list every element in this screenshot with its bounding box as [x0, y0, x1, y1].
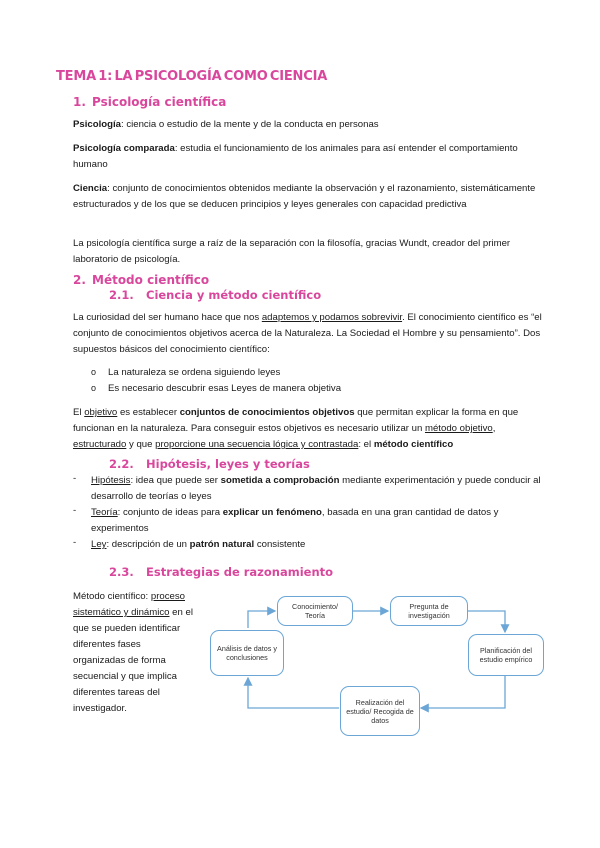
node-planificacion-estudio: Planificación del estudio empírico [468, 634, 544, 676]
section-1-num: 1. [73, 95, 86, 109]
term: Ciencia [73, 183, 108, 194]
arrow-planificacion-to-realizacion [421, 676, 505, 708]
node-conocimiento-teoria: Conocimiento/ Teoría [277, 596, 353, 626]
definition-text: : ciencia o estudio de la mente y de la conducta en personas [120, 119, 379, 130]
bullet-item-2: Es necesario descubrir esas Leyes de manera objetiva [108, 383, 342, 394]
definition-psicologia-comparada [73, 141, 551, 173]
section-2-heading: Método científico [92, 273, 210, 287]
dash-marker: - [73, 473, 77, 484]
document-title: TEMA 1: LA PSICOLOGÍA COMO CIENCIA [56, 69, 328, 84]
definition-psicologia [73, 117, 551, 133]
method-description [73, 589, 193, 717]
text: : descripción de un [106, 539, 190, 550]
underlined-text: método objetivo [424, 423, 493, 434]
origin-paragraph: La psicología científica surge a raíz de la separación con la filosofía, gracias Wundt, creador del primer laboratorio de psicología. [73, 238, 511, 265]
bold-text: explicar un fenómeno [222, 507, 322, 518]
text: La curiosidad del ser humano hace que nos [73, 312, 262, 323]
text: Método científico: [73, 591, 151, 602]
text: en el que se pueden identificar diferentes fases organizadas de forma secuencial y que implica diferentes tareas del investigador. [73, 607, 193, 714]
bold-text: conjuntos de conocimientos objetivos [179, 407, 355, 418]
underlined-text: proceso sistemático y dinámico [73, 591, 185, 618]
underlined-term: Ley [91, 539, 107, 550]
definition-ciencia [73, 181, 551, 213]
text: , basada en una gran cantidad de datos y experimentos [91, 507, 499, 534]
subsection-2-2-heading: Hipótesis, leyes y teorías [146, 457, 310, 471]
subsection-2-1-num: 2.1. [109, 288, 134, 302]
node-analisis-datos: Análisis de datos y conclusiones [210, 630, 284, 676]
text: : el [358, 439, 374, 450]
text: : idea que puede ser [130, 475, 221, 486]
arrow-realizacion-to-analisis [248, 678, 339, 708]
text: consistente [254, 539, 306, 550]
curiosity-paragraph [73, 310, 551, 358]
underlined-text: proporcione una secuencia lógica y contrastada [155, 439, 359, 450]
text: : conjunto de ideas para [117, 507, 223, 518]
underlined-text: objetivo [84, 407, 118, 418]
section-2-num: 2. [73, 273, 86, 287]
node-pregunta-investigacion: Pregunta de investigación [390, 596, 468, 626]
text: que permitan explicar la forma en que funcionan en la naturaleza. Para conseguir estos objetivos es necesario utilizar un [73, 407, 519, 434]
underlined-term: Teoría [91, 507, 118, 518]
underlined-text: estructurado [73, 439, 127, 450]
underlined-term: Hipótesis [91, 475, 131, 486]
subsection-2-1-heading: Ciencia y método científico [146, 288, 322, 302]
text: es establecer [117, 407, 180, 418]
text: y que [126, 439, 156, 450]
hipotesis-item [91, 473, 551, 505]
bullet-marker: o [91, 367, 97, 377]
bold-text: patrón natural [189, 539, 255, 550]
text: , [492, 423, 496, 434]
dash-marker: - [73, 505, 77, 516]
bullet-item-1: La naturaleza se ordena siguiendo leyes [108, 367, 281, 378]
objective-paragraph [73, 405, 551, 453]
node-realizacion-estudio: Realización del estudio/ Recogida de datos [340, 686, 420, 736]
section-1-heading: Psicología científica [92, 95, 227, 109]
text: . El conocimiento científico es “el conjunto de conocimientos objetivos acerca de la Naturaleza. La Sociedad el Hombre y su pensamiento”. Dos supuestos básicos del conocimiento científico: [73, 312, 542, 355]
text: mediante experimentación y puede conducir al desarrollo de teorías o leyes [91, 475, 541, 502]
bold-text: método científico [373, 439, 454, 450]
subsection-2-3-num: 2.3. [109, 565, 134, 579]
teoria-item [91, 505, 551, 537]
subsection-2-3-heading: Estrategias de razonamiento [146, 565, 334, 579]
definition-text: : conjunto de conocimientos obtenidos mediante la observación y el razonamiento, sistemáticamente estructurados y de los que se deducen principios y leyes generales con capacidad predictiva [73, 183, 536, 210]
definition-text: : estudia el funcionamiento de los animales para así entender el comportamiento humano [73, 143, 518, 170]
underlined-text: adaptemos y podamos sobrevivir [261, 312, 403, 323]
term: Psicología [73, 119, 121, 130]
text: El [73, 407, 85, 418]
ley-item [91, 537, 551, 553]
bullet-marker: o [91, 383, 97, 393]
scientific-method-diagram [200, 590, 580, 750]
dash-marker: - [73, 537, 77, 548]
subsection-2-2-num: 2.2. [109, 457, 134, 471]
arrow-analisis-to-teoria [248, 611, 275, 628]
term: Psicología comparada [73, 143, 175, 154]
bold-text: sometida a comprobación [220, 475, 340, 486]
